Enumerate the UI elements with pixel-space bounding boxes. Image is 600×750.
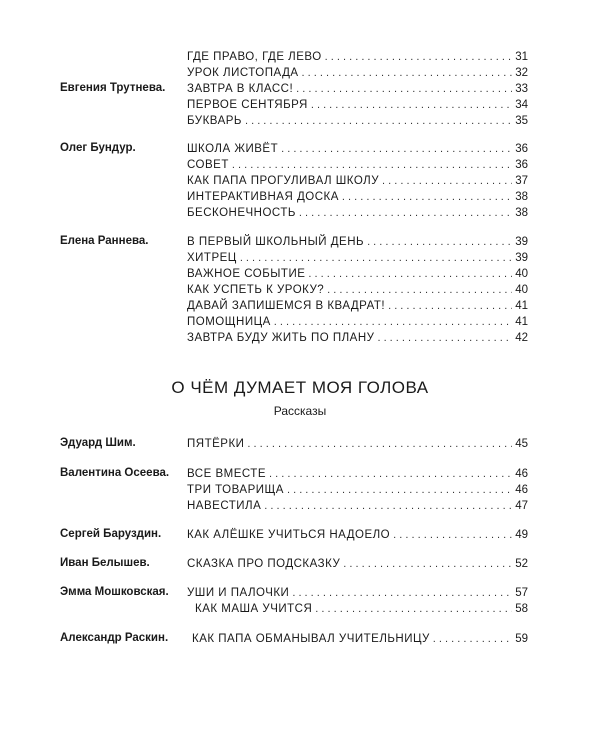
toc-entry-title: УШИ И ПАЛОЧКИ — [187, 587, 290, 599]
toc-entry-page: 41 — [515, 316, 528, 328]
toc-entry — [187, 79, 528, 95]
toc-entry — [195, 599, 528, 615]
toc-entry-title: КАК ПАПА ПРОГУЛИВАЛ ШКОЛУ — [187, 175, 380, 187]
toc-entry — [187, 203, 528, 219]
leader-dots — [308, 268, 512, 280]
toc-entry-page: 38 — [515, 207, 528, 219]
leader-dots — [382, 175, 512, 187]
leader-dots — [274, 316, 512, 328]
toc-entry — [187, 583, 528, 599]
toc-entry — [187, 525, 528, 541]
leader-dots — [343, 558, 512, 570]
toc-entry — [187, 47, 528, 63]
toc-entry — [187, 139, 528, 155]
leader-dots — [388, 300, 512, 312]
toc-entry — [187, 480, 528, 496]
leader-dots — [264, 500, 512, 512]
toc-entry-title: ИНТЕРАКТИВНАЯ ДОСКА — [187, 191, 339, 203]
toc-entry-page: 33 — [515, 83, 528, 95]
toc-entry-title: ГДЕ ПРАВО, ГДЕ ЛЕВО — [187, 51, 322, 63]
toc-entry-title: КАК ПАПА ОБМАНЫВАЛ УЧИТЕЛЬНИЦУ — [192, 633, 430, 645]
toc-entry-page: 31 — [515, 51, 528, 63]
toc-entry-page: 36 — [515, 159, 528, 171]
toc-entry-page: 40 — [515, 268, 528, 280]
toc-entry — [187, 264, 528, 280]
toc-entry-title: НАВЕСТИЛА — [187, 500, 262, 512]
leader-dots — [325, 51, 513, 63]
toc-entry — [187, 328, 528, 344]
toc-entry-page: 40 — [515, 284, 528, 296]
author-name: Эдуард Шим. — [60, 437, 136, 449]
toc-entry-title: СКАЗКА ПРО ПОДСКАЗКУ — [187, 558, 341, 570]
toc-entry-title: ЗАВТРА БУДУ ЖИТЬ ПО ПЛАНУ — [187, 332, 375, 344]
toc-entry-page: 45 — [515, 438, 528, 450]
toc-entry-title: БУКВАРЬ — [187, 115, 242, 127]
toc-entry-page: 42 — [515, 332, 528, 344]
toc-entry — [187, 232, 528, 248]
toc-entry — [187, 312, 528, 328]
toc-entry-title: ПЯТЁРКИ — [187, 438, 245, 450]
toc-entry-title: СОВЕТ — [187, 159, 229, 171]
toc-entry — [187, 496, 528, 512]
toc-entry-title: ВАЖНОЕ СОБЫТИЕ — [187, 268, 306, 280]
toc-entry-page: 46 — [515, 484, 528, 496]
toc-entry-title: КАК МАША УЧИТСЯ — [195, 603, 313, 615]
author-name: Эмма Мошковская. — [60, 586, 169, 598]
leader-dots — [311, 99, 512, 111]
toc-entry — [187, 171, 528, 187]
section-title: О ЧЁМ ДУМАЕТ МОЯ ГОЛОВА — [171, 378, 429, 397]
toc-entry-page: 52 — [515, 558, 528, 570]
toc-entry — [187, 155, 528, 171]
toc-entry-title: КАК УСПЕТЬ К УРОКУ? — [187, 284, 325, 296]
author-name: Александр Раскин. — [60, 632, 169, 644]
toc-entry-title: ХИТРЕЦ — [187, 252, 237, 264]
toc-entry — [187, 111, 528, 127]
toc-entry — [187, 63, 528, 79]
toc-entry-page: 57 — [515, 587, 528, 599]
toc-entry-page: 37 — [515, 175, 528, 187]
author-name: Валентина Осеева. — [60, 467, 170, 479]
leader-dots — [299, 207, 512, 219]
toc-entry-page: 39 — [515, 252, 528, 264]
leader-dots — [232, 159, 512, 171]
leader-dots — [247, 438, 512, 450]
toc-entry-page: 41 — [515, 300, 528, 312]
author-name: Сергей Баруздин. — [60, 528, 162, 540]
toc-entry-title: ДАВАЙ ЗАПИШЕМСЯ В КВАДРАТ! — [187, 300, 386, 312]
leader-dots — [315, 603, 512, 615]
toc-entry — [187, 248, 528, 264]
leader-dots — [367, 236, 512, 248]
toc-entry-page: 34 — [515, 99, 528, 111]
leader-dots — [269, 468, 512, 480]
toc-entry-page: 39 — [515, 236, 528, 248]
toc-entry-title: ПЕРВОЕ СЕНТЯБРЯ — [187, 99, 308, 111]
leader-dots — [393, 529, 512, 541]
toc-entry-title: ЗАВТРА В КЛАСС! — [187, 83, 294, 95]
toc-entry — [187, 464, 528, 480]
toc-entry-title: В ПЕРВЫЙ ШКОЛЬНЫЙ ДЕНЬ — [187, 236, 365, 248]
toc-entry-page: 36 — [515, 143, 528, 155]
toc-entry-title: УРОК ЛИСТОПАДА — [187, 67, 299, 79]
leader-dots — [287, 484, 512, 496]
leader-dots — [377, 332, 512, 344]
toc-entry-title: ШКОЛА ЖИВЁТ — [187, 143, 279, 155]
toc-entry-page: 58 — [515, 603, 528, 615]
toc-entry — [187, 296, 528, 312]
toc-entry-page: 59 — [515, 633, 528, 645]
toc-entry-title: ВСЕ ВМЕСТЕ — [187, 468, 266, 480]
toc-entry — [187, 554, 528, 570]
toc-entry — [187, 187, 528, 203]
author-name: Елена Раннева. — [60, 235, 149, 247]
leader-dots — [292, 587, 512, 599]
author-name: Олег Бундур. — [60, 142, 136, 154]
toc-entry-title: КАК АЛЁШКЕ УЧИТЬСЯ НАДОЕЛО — [187, 529, 391, 541]
section-subtitle: Рассказы — [273, 404, 327, 418]
leader-dots — [342, 191, 512, 203]
toc-entry-page: 46 — [515, 468, 528, 480]
toc-entry-title: БЕСКОНЕЧНОСТЬ — [187, 207, 296, 219]
toc-entry-page: 35 — [515, 115, 528, 127]
toc-entry-title: ПОМОЩНИЦА — [187, 316, 271, 328]
toc-entry — [192, 629, 528, 645]
author-name: Евгения Трутнева. — [60, 82, 166, 94]
toc-entry — [187, 434, 528, 450]
leader-dots — [302, 67, 513, 79]
toc-entry-title: ТРИ ТОВАРИЩА — [187, 484, 284, 496]
toc-entry-page: 49 — [515, 529, 528, 541]
toc-entry-page: 38 — [515, 191, 528, 203]
leader-dots — [433, 633, 512, 645]
toc-entry-page: 47 — [515, 500, 528, 512]
leader-dots — [296, 83, 512, 95]
toc-entry — [187, 95, 528, 111]
leader-dots — [281, 143, 512, 155]
leader-dots — [240, 252, 512, 264]
author-name: Иван Белышев. — [60, 557, 150, 569]
leader-dots — [245, 115, 512, 127]
toc-entry — [187, 280, 528, 296]
toc-entry-page: 32 — [515, 67, 528, 79]
leader-dots — [327, 284, 512, 296]
